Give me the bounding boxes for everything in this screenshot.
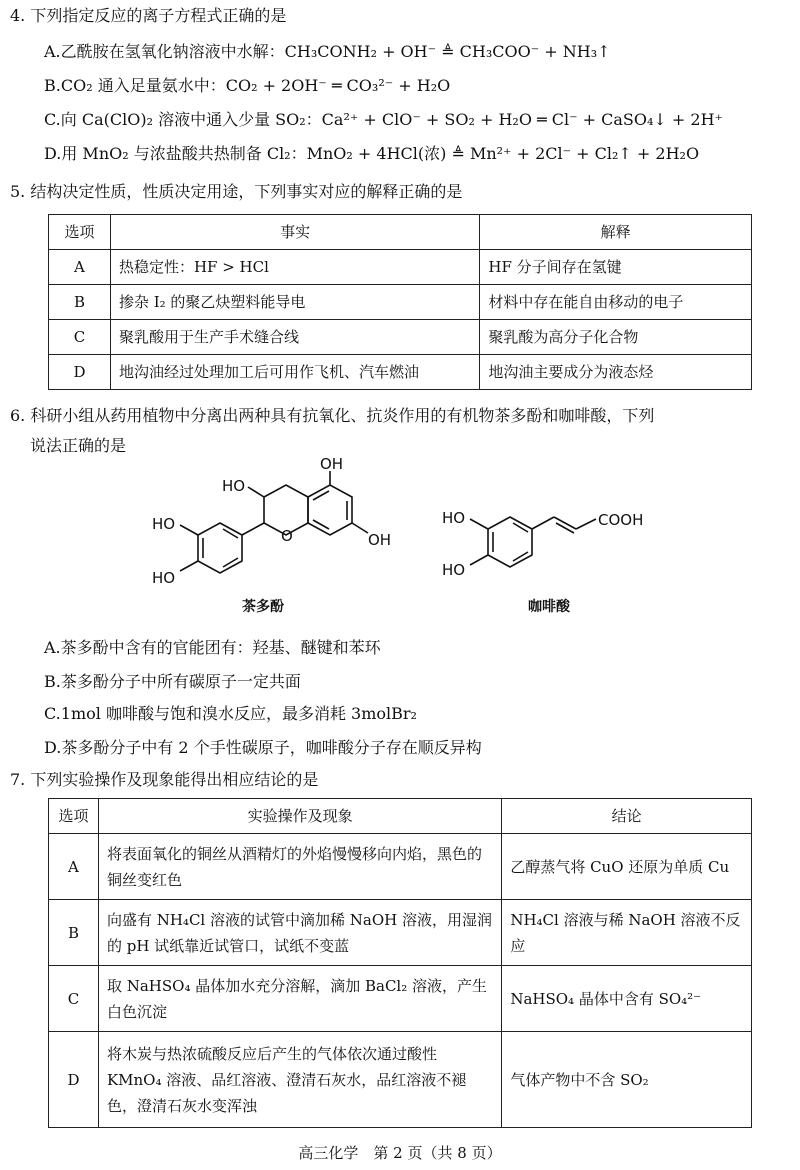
caffeic-acid-structure [470, 517, 596, 567]
q6-option-d: D.茶多酚分子中有 2 个手性碳原子，咖啡酸分子存在顺反异构 [44, 738, 482, 757]
q5-stem: 5. 结构决定性质，性质决定用途，下列事实对应的解释正确的是 [10, 182, 463, 201]
struct1-oh-top: OH [320, 455, 344, 473]
struct1-oh-right: OH [368, 531, 392, 549]
struct2-ho-2: HO [442, 561, 466, 579]
table-row: B 向盛有 NH₄Cl 溶液的试管中滴加稀 NaOH 溶液，用湿润的 pH 试纸靠近试管口，试纸不变蓝 NH₄Cl 溶液与稀 NaOH 溶液不反应 [49, 900, 752, 966]
struct1-ho-1: HO [152, 515, 176, 533]
q4-stem: 4. 下列指定反应的离子方程式正确的是 [10, 6, 287, 25]
q5-header-explanation: 解释 [480, 215, 752, 250]
q7-table [48, 798, 752, 1128]
q7-table-header [49, 799, 752, 834]
struct2-cooh: COOH [598, 511, 644, 529]
table-row: D 将木炭与热浓硫酸反应后产生的气体依次通过酸性 KMnO₄ 溶液、品红溶液、澄清石灰水，品红溶液不褪色，澄清石灰水变浑浊 气体产物中不含 SO₂ [49, 1032, 752, 1128]
q4-option-d: D.用 MnO₂ 与浓盐酸共热制备 Cl₂：MnO₂ + 4HCl(浓) ≜ Mn²⁺ + 2Cl⁻ + Cl₂↑ + 2H₂O [44, 144, 700, 163]
struct1-ring-o: O [281, 527, 293, 545]
tea-polyphenol-structure [180, 471, 368, 573]
q7-header-operation: 实验操作及现象 [98, 799, 501, 834]
q6-stem-line2: 说法正确的是 [30, 436, 127, 455]
q6-option-c: C.1mol 咖啡酸与饱和溴水反应，最多消耗 3molBr₂ [44, 704, 417, 723]
struct2-label: 咖啡酸 [528, 599, 570, 615]
q6-stem-line1: 6. 科研小组从药用植物中分离出两种具有抗氧化、抗炎作用的有机物茶多酚和咖啡酸，下列 [10, 406, 655, 425]
table-row: C 取 NaHSO₄ 晶体加水充分溶解，滴加 BaCl₂ 溶液，产生白色沉淀 NaHSO₄ 晶体中含有 SO₄²⁻ [49, 966, 752, 1032]
structure-figure [150, 455, 650, 625]
table-row: D 地沟油经过处理加工后可用作飞机、汽车燃油 地沟油主要成分为液态烃 [49, 355, 752, 390]
q7-stem: 7. 下列实验操作及现象能得出相应结论的是 [10, 770, 319, 789]
q5-header-fact: 事实 [110, 215, 479, 250]
struct2-ho-1: HO [442, 509, 466, 527]
q5-table [48, 214, 752, 390]
q6-option-b: B.茶多酚分子中所有碳原子一定共面 [44, 672, 301, 691]
q5-header-option: 选项 [49, 215, 111, 250]
q4-option-c: C.向 Ca(ClO)₂ 溶液中通入少量 SO₂：Ca²⁺ + ClO⁻ + SO₂ + H₂O ═ Cl⁻ + CaSO₄↓ + 2H⁺ [44, 110, 723, 129]
table-row: A 热稳定性：HF > HCl HF 分子间存在氢键 [49, 250, 752, 285]
struct1-ho-2: HO [152, 569, 176, 587]
table-row: C 聚乳酸用于生产手术缝合线 聚乳酸为高分子化合物 [49, 320, 752, 355]
q4-option-a: A.乙酰胺在氢氧化钠溶液中水解：CH₃CONH₂ + OH⁻ ≜ CH₃COO⁻ + NH₃↑ [44, 42, 611, 61]
q5-table-header [49, 215, 752, 250]
table-row: A 将表面氧化的铜丝从酒精灯的外焰慢慢移向内焰，黑色的铜丝变红色 乙醇蒸气将 CuO 还原为单质 Cu [49, 834, 752, 900]
page-footer: 高三化学 第 2 页（共 8 页） [298, 1144, 502, 1162]
struct1-label: 茶多酚 [242, 599, 284, 615]
q6-option-a: A.茶多酚中含有的官能团有：羟基、醚键和苯环 [44, 638, 381, 657]
q7-header-conclusion: 结论 [502, 799, 752, 834]
q7-header-option: 选项 [49, 799, 99, 834]
table-row: B 掺杂 I₂ 的聚乙炔塑料能导电 材料中存在能自由移动的电子 [49, 285, 752, 320]
struct1-ho-3: HO [222, 477, 246, 495]
q4-option-b: B.CO₂ 通入足量氨水中：CO₂ + 2OH⁻ ═ CO₃²⁻ + H₂O [44, 76, 451, 95]
structure-svg [150, 455, 650, 625]
